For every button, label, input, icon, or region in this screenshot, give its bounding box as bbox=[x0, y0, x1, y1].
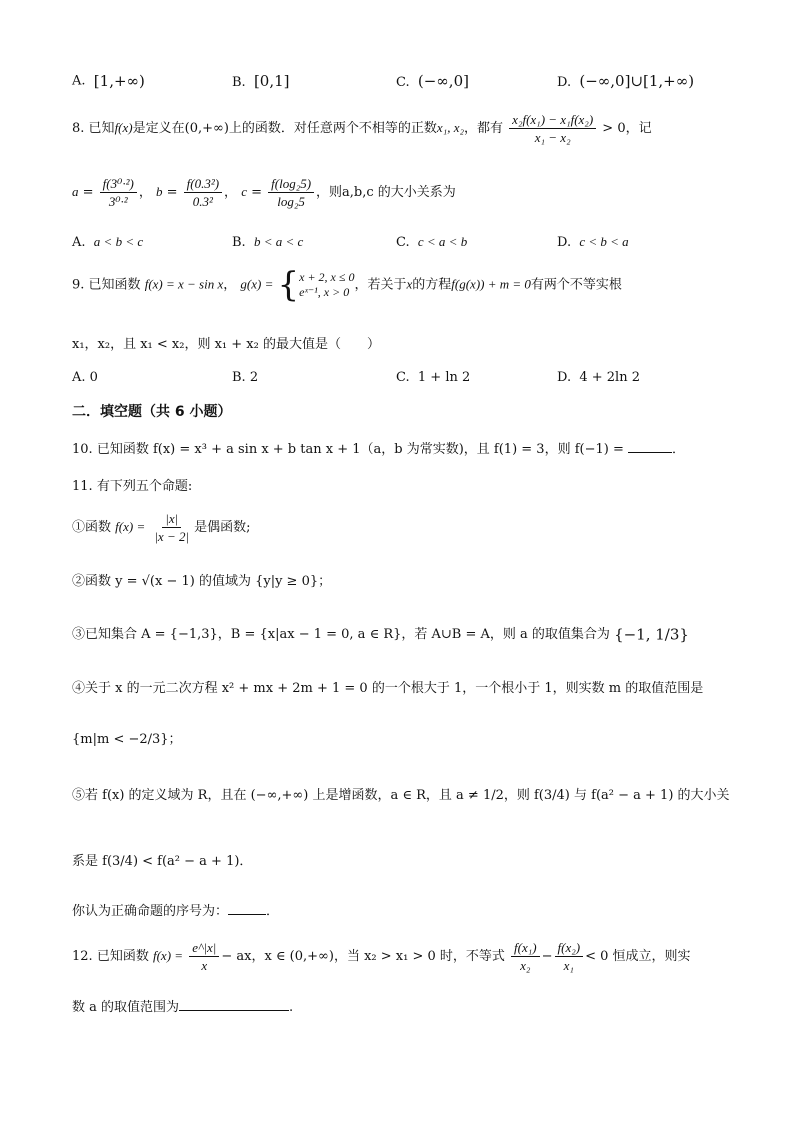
q8-option-b: B. b < a < c bbox=[232, 234, 304, 250]
q7-option-b: B. [0,1] bbox=[232, 72, 290, 90]
q11-proposition-4: ④关于 x 的一元二次方程 x² + mx + 2m + 1 = 0 的一个根大于 1，一个根小于 1，则实数 m 的取值范围是 bbox=[72, 681, 704, 696]
q7-option-d: D. (−∞,0]∪[1,+∞) bbox=[557, 72, 695, 90]
q8-stem: 8. 已知f(x)是定义在(0,+∞)上的函数．对任意两个不相等的正数x₁, x₂，都有 $\frac{\text{x₂f(x₁) − x₁f(x₂)}}{\text{x₁ − x₂}}$ > 0，记 bbox=[72, 112, 652, 145]
q11-proposition-2: ②函数 y = √(x − 1) 的值域为 {y|y ≥ 0}； bbox=[72, 574, 332, 589]
q8-option-d: D. c < b < a bbox=[557, 234, 629, 250]
section-heading: 二．填空题（共 6 小题） bbox=[72, 404, 232, 420]
q11-stem: 11. 有下列五个命题: bbox=[72, 479, 193, 494]
q7-option-c: C. (−∞,0] bbox=[396, 72, 469, 90]
q12-stem: 12. 已知函数 f(x) = $\frac{e\^{}|x|}{x}$ − ax，x ∈ (0,+∞)，当 x₂ > x₁ > 0 时，不等式 $\frac{\text{f(x₁)}}{\text{x₂}}$ − $\frac{\text{f(x₂)}}{\text{x₁}}$ < 0 恒成立，则实 bbox=[72, 940, 691, 973]
q11-proposition-5: ⑤若 f(x) 的定义域为 R，且在 (−∞,+∞) 上是增函数，a ∈ R，且 a ≠ 1/2，则 f(3/4) 与 f(a² − a + 1) 的大小关 bbox=[72, 788, 730, 803]
q9-line2: x₁，x₂，且 x₁ < x₂，则 x₁ + x₂ 的最大值是（ ） bbox=[72, 337, 380, 352]
q11-proposition-5-line2: 系是 f(3/4) < f(a² − a + 1)． bbox=[72, 854, 253, 869]
q10-stem: 10. 已知函数 f(x) = x³ + a sin x + b tan x + 1（a，b 为常实数)，且 f(1) = 3，则 f(−1) = ． bbox=[72, 442, 685, 457]
q9-option-a: A. 0 bbox=[72, 370, 98, 385]
q11-proposition-4-answer: {m|m < −2/3}； bbox=[72, 732, 182, 747]
q12-line2: 数 a 的取值范围为 . bbox=[72, 1000, 294, 1015]
q9-option-b: B. 2 bbox=[232, 370, 259, 385]
q8-condition-fraction: $\frac{\text{x₂f(x₁) − x₁f(x₂)}}{\text{x₁ − x₂}}$ bbox=[509, 112, 596, 145]
q9-stem: 9. 已知函数 f(x) = x − sin x， g(x) = { x + 2, x ≤ 0 eˣ⁻¹, x > 0 ，若关于x的方程f(g(x)) + m = 0有两个不等实根 bbox=[72, 265, 622, 305]
q7-option-a: A. [1,+∞) bbox=[72, 72, 145, 90]
q9-option-d: D. 4 + 2ln 2 bbox=[557, 370, 640, 385]
q12-answer-blank[interactable] bbox=[179, 1010, 289, 1011]
q11-answer-blank[interactable] bbox=[228, 914, 266, 915]
q9-piecewise: x + 2, x ≤ 0 eˣ⁻¹, x > 0 bbox=[299, 270, 355, 299]
q10-answer-blank[interactable] bbox=[628, 452, 672, 453]
q8-option-c: C. c < a < b bbox=[396, 234, 468, 250]
q8-option-a: A. a < b < c bbox=[72, 234, 144, 250]
q8-definitions: a = $\frac{\text{f(3⁰·²)}}{\text{3⁰·²}}$ ， b = $\frac{\text{f(0.3²)}}{\text{0.3²}}$ ， c = $\frac{\text{f(log₂5)}}{\text{log₂5}}$ ，则a,b,c 的大小关系为 bbox=[72, 176, 456, 209]
q9-option-c: C. 1 + ln 2 bbox=[396, 370, 471, 385]
q11-proposition-1: ①函数 f(x) = $\frac{|x|}{|x - 2|}$ 是偶函数; bbox=[72, 511, 251, 544]
q11-proposition-3: ③已知集合 A = {−1,3}，B = {x|ax − 1 = 0, a ∈ R}，若 A∪B = A，则 a 的取值集合为 {−1, 1/3} bbox=[72, 625, 689, 644]
q11-question: 你认为正确命题的序号为： ． bbox=[72, 904, 280, 919]
